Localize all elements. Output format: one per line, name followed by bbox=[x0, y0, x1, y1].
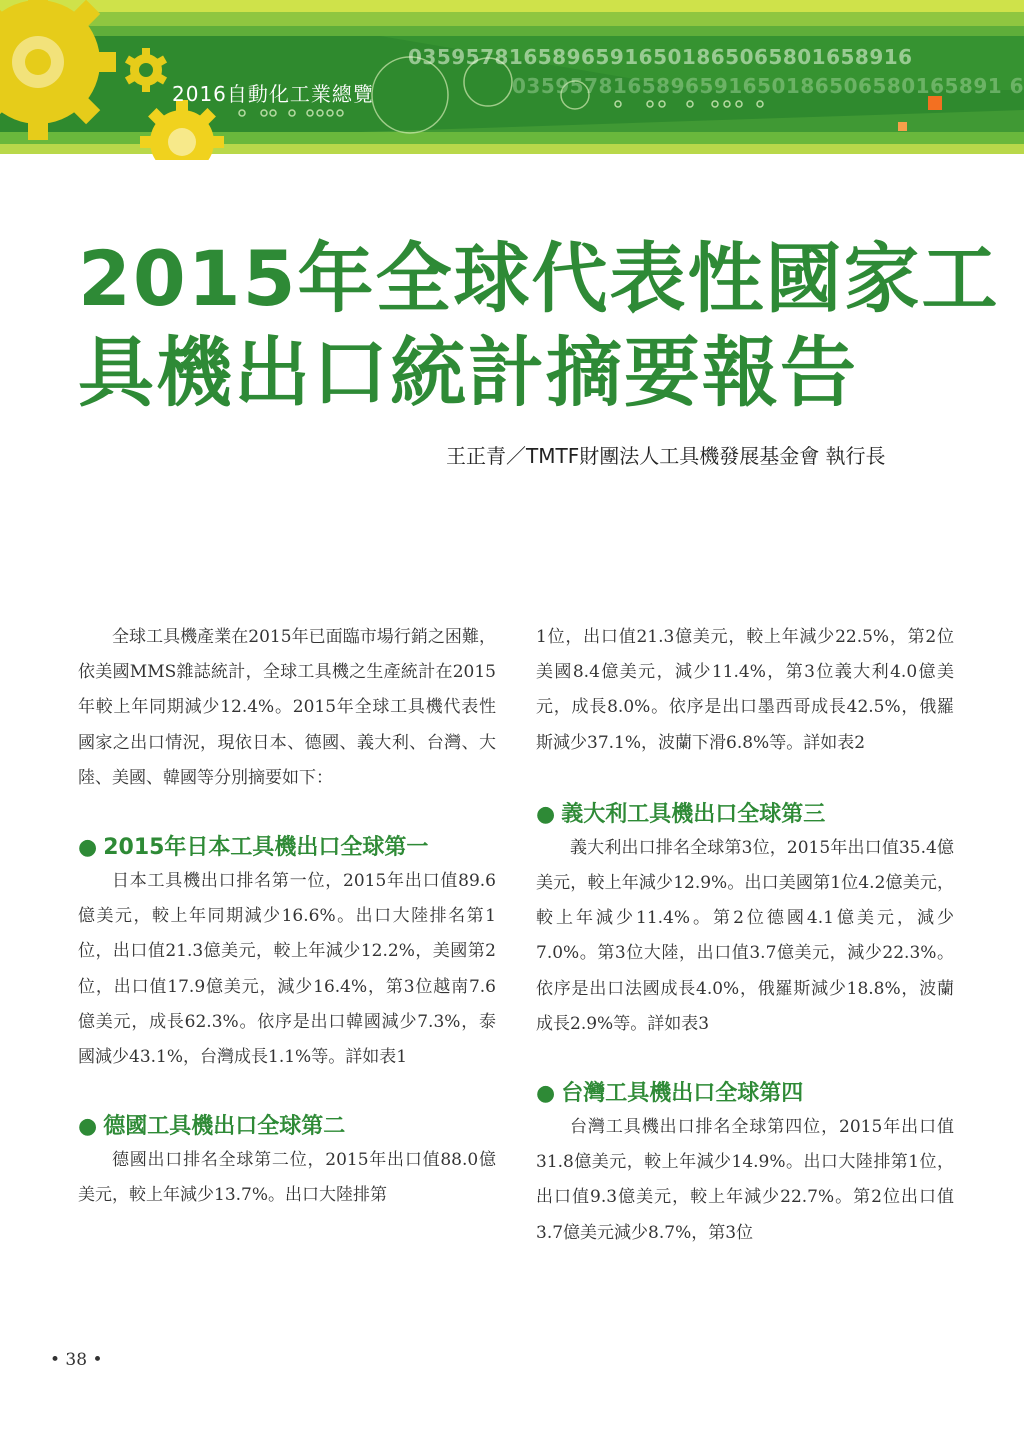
bullet-icon: ● bbox=[78, 835, 98, 861]
section-heading-text: 德國工具機出口全球第二 bbox=[103, 1114, 346, 1140]
section-heading-italy bbox=[536, 799, 954, 831]
section-body-taiwan: 台灣工具機出口排名全球第四位，2015年出口值31.8億美元，較上年減少14.9%。出口大陸排第1位，出口值9.3億美元，較上年減少22.7%。第2位出口值3.7億美元減少8.7%，第3位 bbox=[536, 1117, 954, 1243]
article-title-line-1: 2015年全球代表性國家工 bbox=[78, 234, 1000, 323]
author-byline: 王正青／TMTF財團法人工具機發展基金會 執行長 bbox=[446, 444, 886, 468]
section-body-germany: 德國出口排名全球第二位，2015年出口值88.0億美元，較上年減少13.7%。出口大陸排第 bbox=[78, 1150, 496, 1206]
bullet-icon: ● bbox=[536, 801, 556, 827]
decorative-digits-secondary: 0359578165896591650186506580165891 6 bbox=[512, 74, 1024, 98]
header-banner bbox=[0, 0, 1024, 160]
section-body-italy: 義大利出口排名全球第3位，2015年出口值35.4億美元，較上年減少12.9%。出口美國第1位4.2億美元，較上年減少11.4%。第2位德國4.1億美元，減少7.0%。第3位大陸，出口值3.7億美元，減少22.3%。依序是出口法國成長4.0%，俄羅斯減少18.8%，波蘭成長2.9%等。詳如表3 bbox=[536, 837, 954, 1034]
intro-paragraph: 全球工具機產業在2015年已面臨市場行銷之困難，依美國MMS雜誌統計，全球工具機之生產統計在2015年較上年同期減少12.4%。2015年全球工具機代表性國家之出口情況，現依日本、德國、義大利、台灣、大陸、美國、韓國等分別摘要如下： bbox=[78, 627, 496, 788]
column-right bbox=[536, 620, 954, 1251]
section-body-germany-continued: 1位，出口值21.3億美元，較上年減少22.5%，第2位美國8.4億美元，減少11.4%，第3位義大利4.0億美元，成長8.0%。依序是出口墨西哥成長42.5%，俄羅斯減少37.1%，波蘭下滑6.8%等。詳如表2 bbox=[536, 627, 954, 753]
section-heading-taiwan bbox=[536, 1078, 954, 1110]
section-body-japan: 日本工具機出口排名第一位，2015年出口值89.6億美元，較上年同期減少16.6%。出口大陸排名第1位，出口值21.3億美元，較上年減少12.2%，美國第2位，出口值17.9億美元，減少16.4%，第3位越南7.6億美元，成長62.3%。依序是出口韓國減少7.3%，泰國減少43.1%，台灣成長1.1%等。詳如表1 bbox=[78, 871, 496, 1068]
article-title bbox=[78, 232, 1000, 420]
column-left bbox=[78, 620, 496, 1214]
section-heading-germany bbox=[78, 1111, 496, 1143]
section-heading-text: 2015年日本工具機出口全球第一 bbox=[103, 835, 429, 861]
article-title-line-2: 具機出口統計摘要報告 bbox=[78, 328, 858, 417]
decorative-digits: 035957816589659165018650658016589​16 bbox=[408, 45, 913, 69]
bullet-icon: ● bbox=[78, 1114, 98, 1140]
section-heading-text: 台灣工具機出口全球第四 bbox=[561, 1081, 804, 1107]
section-heading-text: 義大利工具機出口全球第三 bbox=[561, 801, 826, 827]
bullet-icon: ● bbox=[536, 1081, 556, 1107]
section-heading-japan bbox=[78, 832, 496, 864]
publication-title: 2016自動化工業總覽 bbox=[172, 82, 374, 106]
page-number: • 38 • bbox=[50, 1350, 103, 1370]
